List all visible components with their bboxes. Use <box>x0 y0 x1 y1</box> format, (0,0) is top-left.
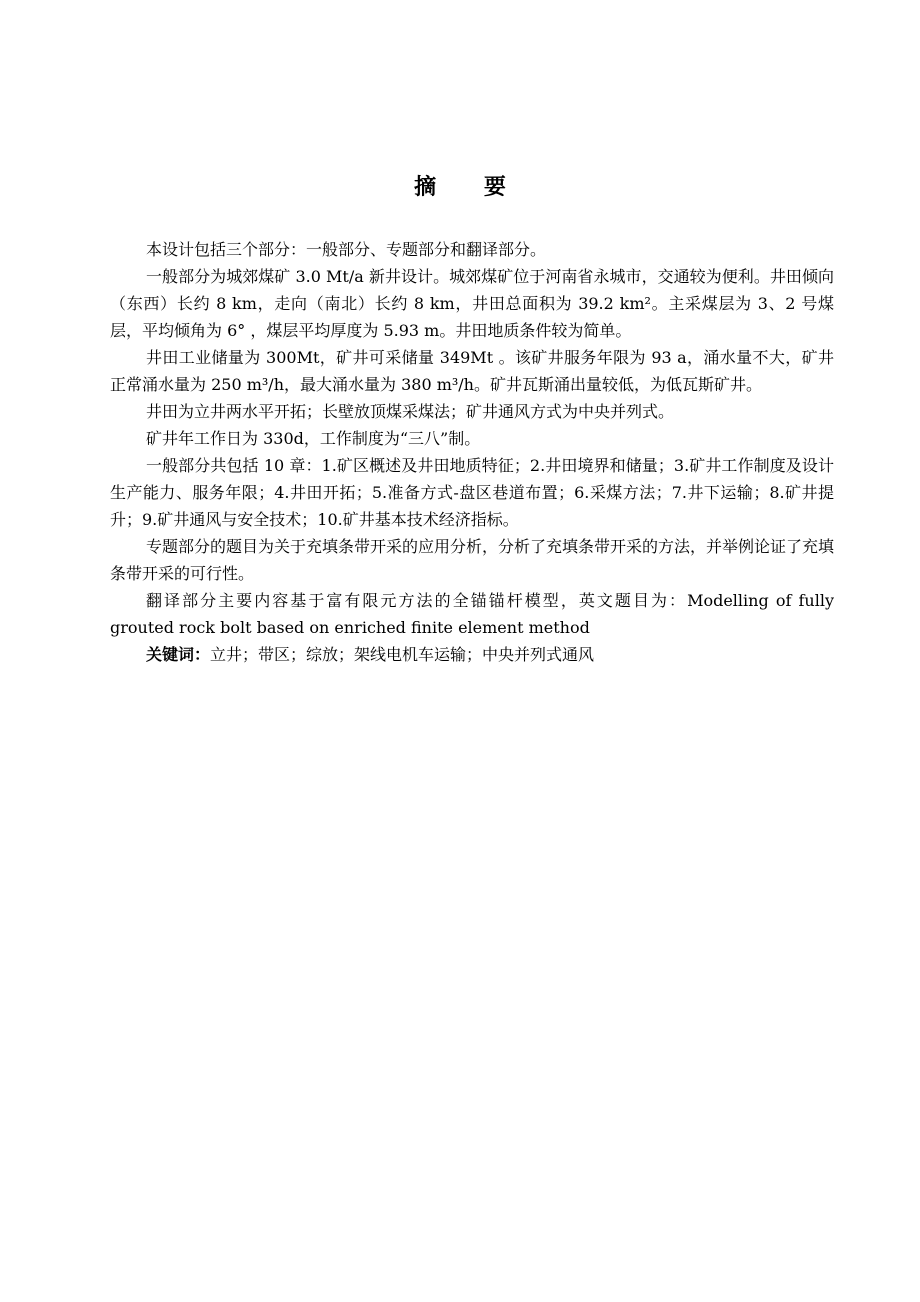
abstract-paragraph: 井田为立井两水平开拓；长壁放顶煤采煤法；矿井通风方式为中央并列式。 <box>146 402 675 421</box>
abstract-body <box>110 236 834 668</box>
abstract-paragraph: 一般部分共包括 10 章：1.矿区概述及井田地质特征；2.井田境界和储量；3.矿井工作制度及设计生产能力、服务年限；4.井田开拓；5.准备方式-盘区巷道布置；6.采煤方法；7.井下运输；8.矿井提升；9.矿井通风与安全技术；10.矿井基本技术经济指标。 <box>110 456 834 529</box>
page-title: 摘 要 <box>414 174 526 200</box>
keywords-label: 关键词： <box>146 645 211 664</box>
abstract-paragraph: 翻译部分主要内容基于富有限元方法的全锚锚杆模型，英文题目为：Modelling of fully grouted rock bolt based on enriched finite element method <box>110 591 834 637</box>
abstract-paragraph: 矿井年工作日为 330d，工作制度为“三八”制。 <box>146 429 481 448</box>
keywords-line <box>110 641 834 668</box>
abstract-paragraph: 井田工业储量为 300Mt，矿井可采储量 349Mt 。该矿井服务年限为 93 a，涌水量不大，矿井正常涌水量为 250 m³/h，最大涌水量为 380 m³/h。矿井瓦斯涌出量较低，为低瓦斯矿井。 <box>110 348 834 394</box>
abstract-paragraph: 一般部分为城郊煤矿 3.0 Mt/a 新井设计。城郊煤矿位于河南省永城市，交通较为便利。井田倾向（东西）长约 8 km，走向（南北）长约 8 km，井田总面积为 39.2 km²。主采煤层为 3、2 号煤层，平均倾角为 6° ，煤层平均厚度为 5.93 m。井田地质条件较为简单。 <box>110 267 834 340</box>
abstract-paragraph: 专题部分的题目为关于充填条带开采的应用分析，分析了充填条带开采的方法，并举例论证了充填条带开采的可行性。 <box>110 537 835 583</box>
abstract-paragraph: 本设计包括三个部分：一般部分、专题部分和翻译部分。 <box>146 240 547 259</box>
keywords-text: 立井；带区；综放；架线电机车运输；中央并列式通风 <box>210 645 595 664</box>
